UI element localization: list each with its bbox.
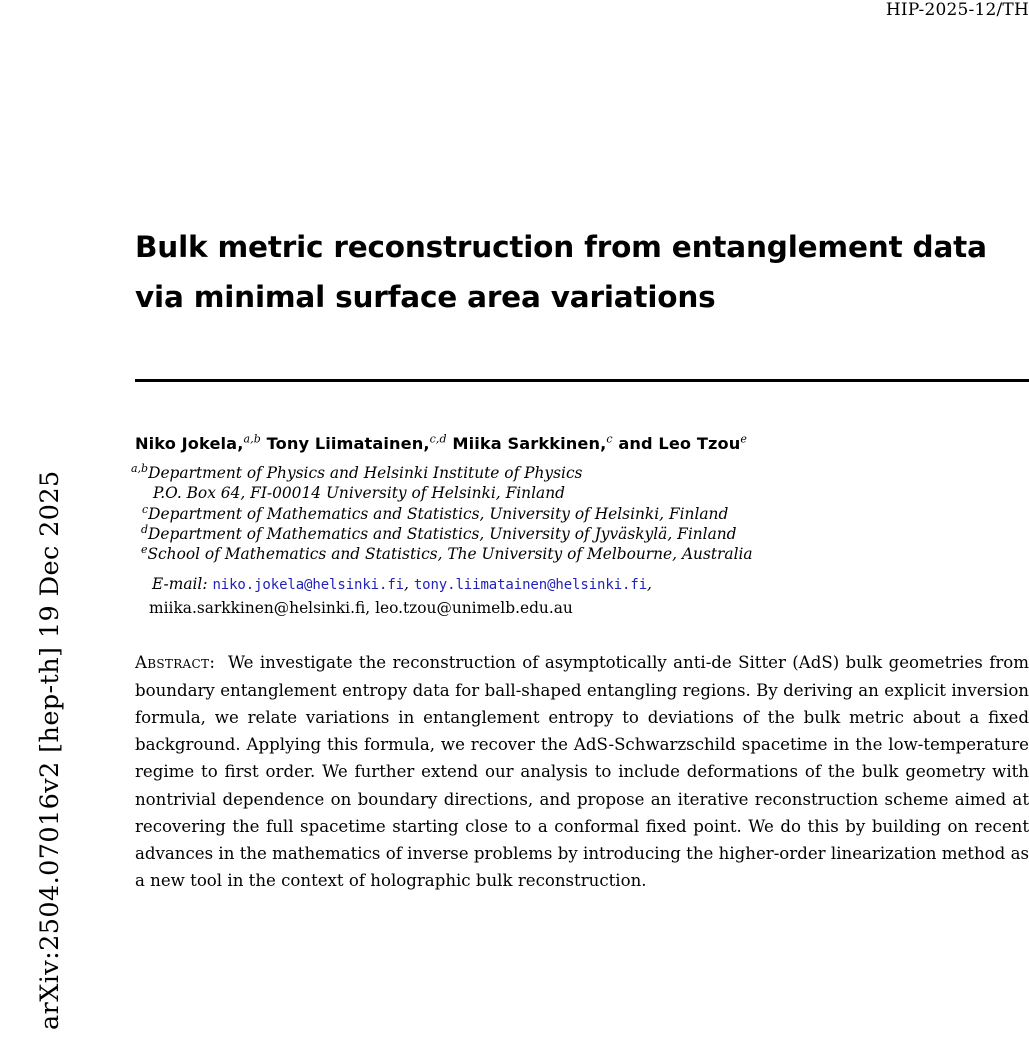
affiliation-text: Department of Mathematics and Statistics, University of Jyväskylä, Finland [148,524,737,543]
affiliation-text: School of Mathematics and Statistics, The University of Melbourne, Australia [147,545,753,564]
email-link-tzou[interactable]: leo.tzou@unimelb.edu.au [375,599,573,618]
email-label: E-mail: [152,575,208,594]
affiliation-marker: d [141,522,149,536]
email-link-liimatainen[interactable]: tony.liimatainen@helsinki.fi [413,577,648,594]
report-number: HIP-2025-12/TH [885,0,1029,20]
author-affiliation-marker: a,b [243,432,261,446]
author-name: Miika Sarkkinen, [452,434,607,453]
arxiv-identifier-stamp: arXiv:2504.07016v2 [hep-th] 19 Dec 2025 [35,470,65,1030]
email-separator: , [404,575,409,594]
affiliation-item [142,504,1029,524]
title-divider [135,379,1029,382]
email-separator: , [365,599,371,618]
abstract-label: Abstract: [135,653,216,673]
affiliation-item [141,524,1029,544]
affiliation-marker: c [142,502,149,516]
affiliation-item [141,544,1029,564]
page-title: Bulk metric reconstruction from entanglement data via minimal surface area variations [135,230,987,314]
affiliation-text: Department of Physics and Helsinki Institute of Physics [148,464,583,482]
affiliation-list [131,461,1029,564]
email-link-sarkkinen[interactable]: miika.sarkkinen@helsinki.fi [149,599,366,618]
author-affiliation-marker: c,d [429,432,447,446]
author-name: and Leo Tzou [618,434,741,453]
affiliation-item [131,463,1029,483]
author-list [135,434,1029,453]
author-affiliation-marker: e [740,432,748,446]
author-name: Niko Jokela, [135,434,244,453]
email-line-1 [152,573,1029,597]
email-link-jokela[interactable]: niko.jokela@helsinki.fi [212,577,404,594]
author-affiliation-marker: c [606,432,613,446]
affiliation-item [153,483,1029,503]
affiliation-text: Department of Mathematics and Statistics, University of Helsinki, Finland [148,504,729,523]
paper-content [131,0,1029,894]
email-separator: , [647,575,652,594]
email-line-2 [149,597,1029,620]
affiliation-text: P.O. Box 64, FI-00014 University of Helsinki, Finland [153,484,565,503]
abstract-text: We investigate the reconstruction of asymptotically anti-de Sitter (AdS) bulk geometries from boundary entanglement entropy data for ball-shaped entangling regions. By deriving an explicit inversion formula, we relate variations in entanglement entropy to deviations of the bulk metric about a fixed background. Applying this formula, we recover the AdS-Schwarzschild spacetime in the low-temperature regime to first order. We further extend our analysis to include deformations of the bulk geometry with nontrivial dependence on boundary directions, and propose an iterative reconstruction scheme aimed at recovering the full spacetime starting close to a conformal fixed point. We do this by building on recent advances in the mathematics of inverse problems by introducing the higher-order linearization method as a new tool in the context of holographic bulk reconstruction. [135,653,1029,891]
affiliation-marker: e [141,543,148,557]
abstract-section [135,649,1029,894]
affiliation-marker: a,b [131,461,149,475]
author-name: Tony Liimatainen, [266,434,430,453]
